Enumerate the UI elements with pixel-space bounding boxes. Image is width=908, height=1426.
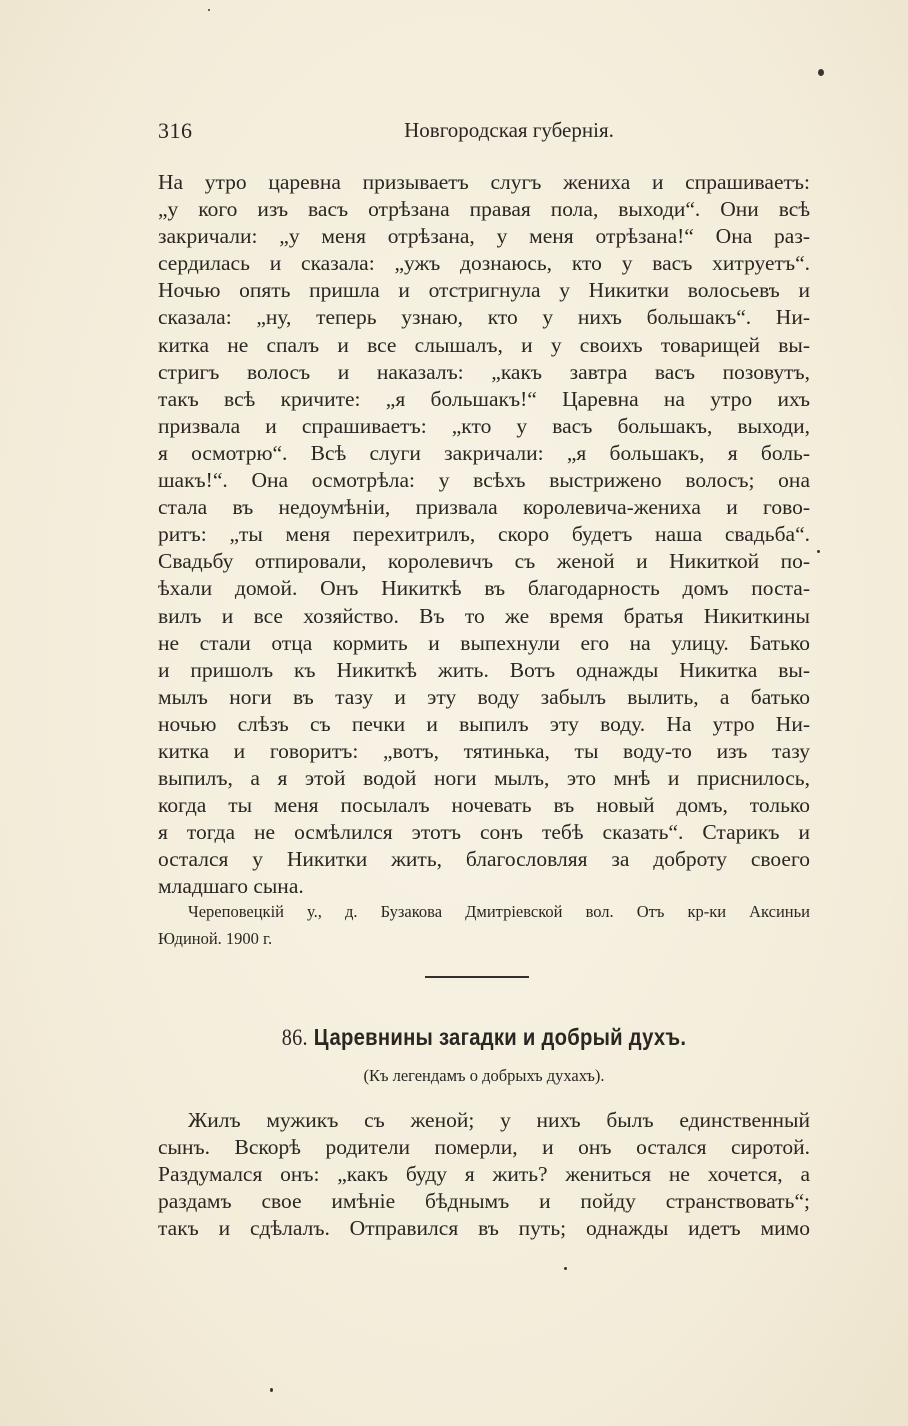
text-line: „у кого изъ васъ отрѣзана правая пола, выходи“. Они всѣ [158,197,810,222]
text-line: стригъ волосъ и наказалъ: „какъ завтра васъ позовутъ, [158,359,810,384]
text-line: Свадьбу отпировали, королевичъ съ женой и Никиткой по- [158,549,810,574]
text-line: сказала: „ну, теперь узнаю, кто у нихъ большакъ“. Ни- [158,305,810,330]
text-line: Ночью опять пришла и отстригнула у Никитки волосьевъ и [158,278,810,303]
source-note [158,898,810,952]
text-line: ритъ: „ты меня перехитрилъ, скоро будетъ наша свадьба“. [158,522,810,547]
text-line: я осмотрю“. Всѣ слуги закричали: „я большакъ, я боль- [158,440,810,465]
text-line: и пришолъ къ Никиткѣ жить. Вотъ однажды Никитка вы- [158,657,810,682]
running-title: Новгородская губернія. [404,118,614,142]
text-line: Раздумался онъ: „какъ буду я жить? жениться не хочется, а [158,1162,810,1187]
chapter-subtitle: (Къ легендамъ о добрыхъ духахъ). [363,1066,605,1085]
ink-speck [270,1388,273,1392]
text-line: такъ всѣ кричите: „я большакъ!“ Царевна на утро ихъ [158,386,810,411]
text-line: выпилъ, а я этой водой ноги мылъ, это мнѣ и приснилось, [158,766,810,791]
source-line: Юдиной. 1900 г. [158,929,273,948]
source-line: Череповецкій у., д. Бузакова Дмитріевской вол. Отъ кр-ки Аксиньи [188,902,810,921]
main-text [158,169,810,901]
ink-speck [208,9,210,11]
text-line: остался у Никитки жить, благословляя за доброту своего [158,847,810,872]
text-line: закричали: „у меня отрѣзана, у меня отрѣзана!“ Она раз- [158,224,810,249]
section-divider [425,976,529,978]
text-line: сынъ. Вскорѣ родители померли, и онъ остался сиротой. [158,1135,810,1160]
chapter-number: 86. [281,1025,308,1050]
text-line: мылъ ноги въ тазу и эту воду забылъ вылить, а батько [158,684,810,709]
text-line: стала въ недоумѣніи, призвала королевича-жениха и гово- [158,495,810,520]
text-line: ѣхали домой. Онъ Никиткѣ въ благодарность домъ поста- [158,576,810,601]
text-line: китка и говоритъ: „вотъ, тятинька, ты воду-то изъ тазу [158,738,810,763]
chapter-title: Царевнины загадки и добрый духъ. [313,1024,687,1050]
page-number: 316 [158,118,193,143]
text-line: Жилъ мужикъ съ женой; у нихъ былъ единственный [188,1108,810,1132]
text-line: когда ты меня посылалъ ночевать въ новый домъ, только [158,793,810,818]
text-line: младшаго сына. [158,874,304,899]
chapter-text [158,1107,810,1242]
ink-speck [564,1267,567,1270]
text-line: сердилась и сказала: „ужъ дознаюсь, кто у васъ хитруетъ“. [158,251,810,276]
chapter-heading [197,1024,771,1051]
ink-speck [818,69,824,76]
text-line: я тогда не осмѣлился этотъ сонъ тебѣ сказать“. Старикъ и [158,820,810,845]
text-line: вилъ и все хозяйство. Въ то же время братья Никиткины [158,603,810,628]
text-line: ночью слѣзъ съ печки и выпилъ эту воду. На утро Ни- [158,711,810,736]
text-line: раздамъ свое имѣніе бѣднымъ и пойду странствовать“; [158,1189,810,1214]
text-line: На утро царевна призываетъ слугъ жениха и спрашиваетъ: [158,170,810,194]
text-line: не стали отца кормить и выпехнули его на улицу. Батько [158,630,810,655]
text-line: призвала и спрашиваетъ: „кто у васъ большакъ, выходи, [158,413,810,438]
text-line: такъ и сдѣлалъ. Отправился въ путь; однажды идетъ мимо [158,1216,810,1241]
text-line: шакъ!“. Она осмотрѣла: у всѣхъ выстрижено волосъ; она [158,468,810,493]
page-header [158,118,810,142]
text-line: китка не спалъ и все слышалъ, и у своихъ товарищей вы- [158,332,810,357]
ink-speck [817,550,820,553]
